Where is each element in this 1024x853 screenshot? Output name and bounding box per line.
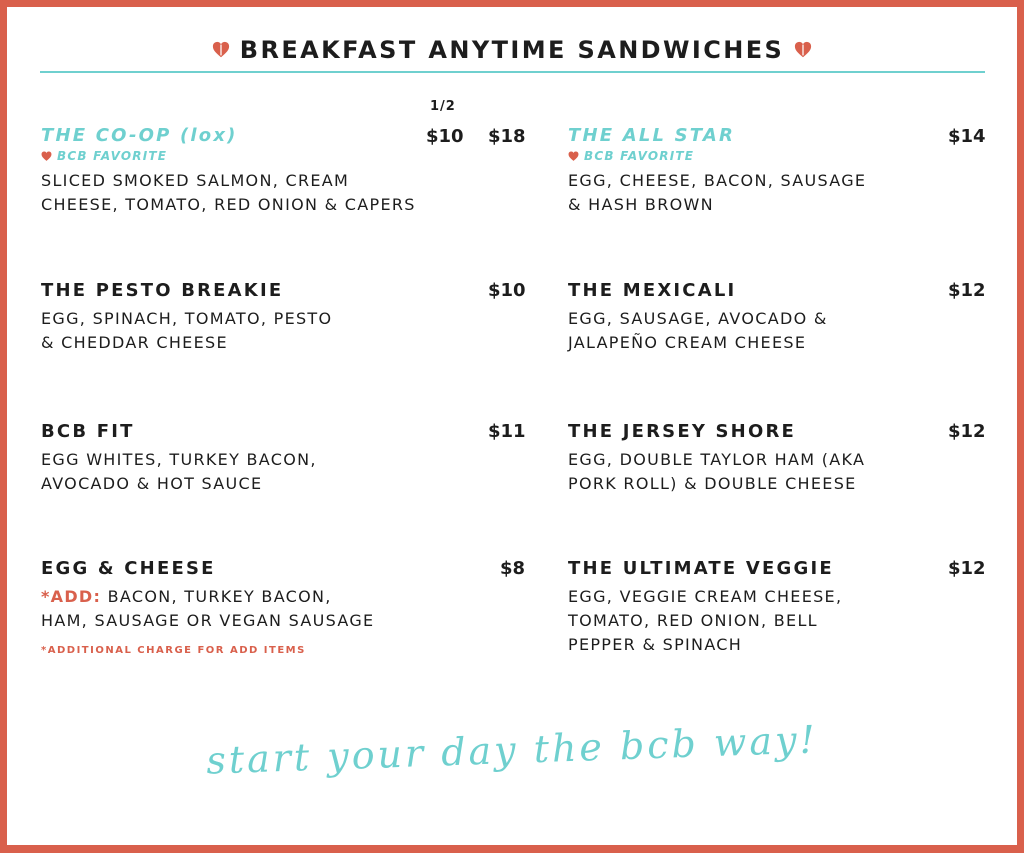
- favorite-label: BCB FAVORITE: [57, 149, 168, 163]
- item-name: EGG & CHEESE: [41, 558, 216, 579]
- description-line: & HASH BROWN: [568, 195, 714, 214]
- description-line: JALAPEÑO CREAM CHEESE: [568, 333, 807, 352]
- description-line: CHEESE, TOMATO, RED ONION & CAPERS: [41, 195, 416, 214]
- item-name: THE ULTIMATE VEGGIE: [568, 558, 834, 579]
- item-description: [41, 169, 416, 217]
- menu-item-jersey-shore: [568, 421, 865, 496]
- item-description: [568, 307, 828, 355]
- item-price: $14: [948, 126, 986, 147]
- item-description: [568, 169, 866, 217]
- description-line: EGG, CHEESE, BACON, SAUSAGE: [568, 171, 867, 190]
- heart-icon: [794, 41, 812, 59]
- description-line: EGG, DOUBLE TAYLOR HAM (AKA: [568, 450, 866, 469]
- item-price: $12: [948, 421, 986, 442]
- menu-item-pesto-breakie: [41, 280, 332, 355]
- title-divider: [40, 71, 985, 73]
- menu-item-co-op: [41, 125, 416, 217]
- half-size-label: 1/2: [430, 99, 456, 114]
- description-line: EGG, VEGGIE CREAM CHEESE,: [568, 587, 843, 606]
- item-price: $8: [500, 558, 526, 579]
- item-price: $11: [488, 421, 526, 442]
- description-line: PORK ROLL) & DOUBLE CHEESE: [568, 474, 857, 493]
- item-name: THE MEXICALI: [568, 280, 737, 301]
- item-description: [568, 585, 842, 657]
- description-line: SLICED SMOKED SALMON, CREAM: [41, 171, 350, 190]
- description-line: BACON, TURKEY BACON,: [101, 587, 332, 606]
- item-price-half: $10: [426, 126, 464, 147]
- menu-item-all-star: [568, 125, 866, 217]
- description-line: PEPPER & SPINACH: [568, 635, 743, 654]
- menu-item-bcb-fit: [41, 421, 317, 496]
- item-description: [41, 307, 332, 355]
- favorite-label: BCB FAVORITE: [584, 149, 695, 163]
- add-on-label: *ADD:: [41, 587, 102, 606]
- page-title: BREAKFAST ANYTIME SANDWICHES: [239, 36, 785, 64]
- item-description: [41, 448, 317, 496]
- menu-item-egg-and-cheese: [41, 558, 374, 656]
- favorite-badge: [568, 149, 866, 163]
- item-price: $12: [948, 558, 986, 579]
- heart-icon: [568, 151, 579, 162]
- heart-icon: [212, 41, 230, 59]
- description-line: HAM, SAUSAGE OR VEGAN SAUSAGE: [41, 611, 375, 630]
- item-name: THE ALL STAR: [568, 125, 736, 146]
- favorite-badge: [41, 149, 416, 163]
- heart-icon: [41, 151, 52, 162]
- menu-item-ultimate-veggie: [568, 558, 842, 657]
- additional-charge-note: *ADDITIONAL CHARGE FOR ADD ITEMS: [41, 645, 306, 656]
- menu-item-mexicali: [568, 280, 828, 355]
- item-name: THE PESTO BREAKIE: [41, 280, 284, 301]
- item-name: THE JERSEY SHORE: [568, 421, 797, 442]
- description-line: EGG, SPINACH, TOMATO, PESTO: [41, 309, 333, 328]
- tagline: start your day the bcb way!: [205, 717, 819, 783]
- item-name: THE CO-OP (lox): [41, 125, 238, 146]
- description-line: AVOCADO & HOT SAUCE: [41, 474, 263, 493]
- description-line: EGG, SAUSAGE, AVOCADO &: [568, 309, 828, 328]
- menu-header: [0, 36, 1024, 64]
- item-price: $18: [488, 126, 526, 147]
- item-price: $12: [948, 280, 986, 301]
- item-price: $10: [488, 280, 526, 301]
- item-name: BCB FIT: [41, 421, 135, 442]
- description-line: & CHEDDAR CHEESE: [41, 333, 228, 352]
- description-line: EGG WHITES, TURKEY BACON,: [41, 450, 317, 469]
- item-description: [41, 585, 374, 633]
- item-description: [568, 448, 865, 496]
- description-line: TOMATO, RED ONION, BELL: [568, 611, 818, 630]
